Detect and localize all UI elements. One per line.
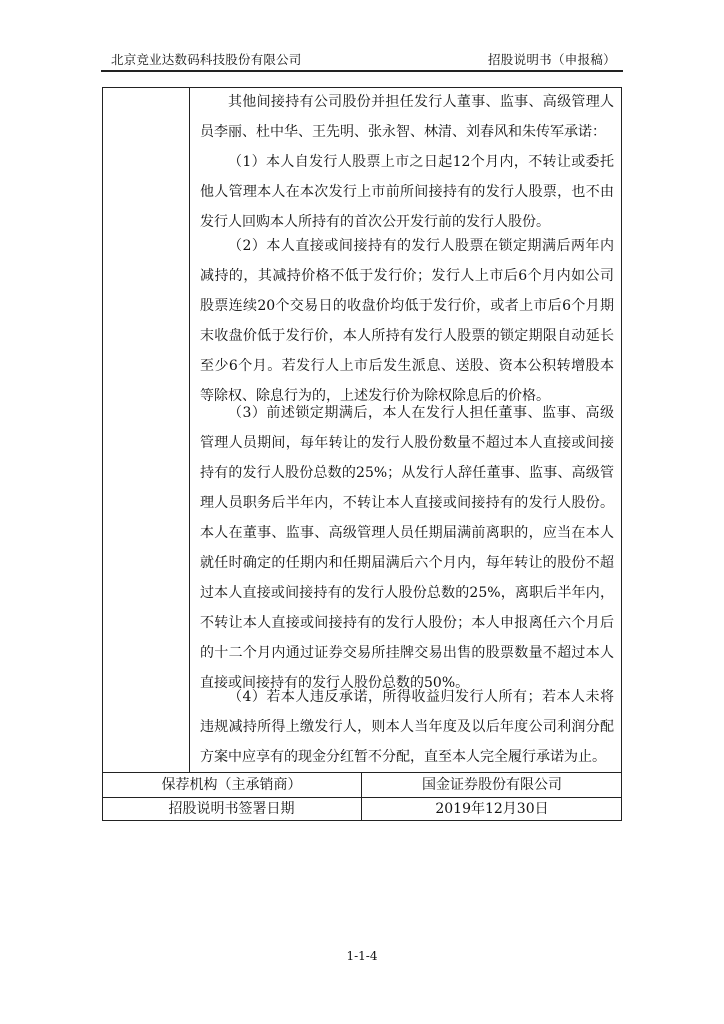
sponsor-label: 保荐机构（主承销商） bbox=[161, 777, 302, 793]
table-vertical-divider bbox=[189, 87, 190, 772]
commitment-item-2: （2）本人直接或间接持有的发行人股票在锁定期满后两年内减持的，其减持价格不低于发行价；发行人上市后6个月内如公司股票连续20个交易日的收盘价均低于发行价，或者上市后6个月期末收盘价低于发行价，本人所持有发行人股票的锁定期限自动延长至少6个月。若发行人上市后发生派息、送股、资本公积转增股本等除权、除息行为的，上述发行价为除权除息后的价格。 bbox=[200, 238, 614, 404]
commitment-item-4: （4）若本人违反承诺，所得收益归发行人所有；若本人未将违规减持所得上缴发行人，则本人当年度及以后年度公司利润分配方案中应享有的现金分红暂不分配，直至本人完全履行承诺为止。 bbox=[200, 689, 614, 765]
signing-date-label: 招股说明书签署日期 bbox=[168, 801, 295, 817]
sponsor-value: 国金证券股份有限公司 bbox=[422, 777, 562, 793]
commitment-intro: 其他间接持有公司股份并担任发行人董事、监事、高级管理人员李丽、杜中华、王先明、张永智、林清、刘春风和朱传军承诺： bbox=[200, 94, 614, 140]
header-doc-title: 招股说明书（申报稿） bbox=[487, 52, 616, 67]
commitment-item-3: （3）前述锁定期满后，本人在发行人担任董事、监事、高级管理人员期间，每年转让的发行人股份数量不超过本人直接或间接持有的发行人股份总数的25%；从发行人辞任董事、监事、高级管理人员职务后半年内，不转让本人直接或间接持有的发行人股份。本人在董事、监事、高级管理人员任期届满前离职的，应当在本人就任时确定的任期内和任期届满后六个月内，每年转让的股份不超过本人直接或间接持有的发行人股份总数的25%，离职后半年内，不转让本人直接或间接持有的发行人股份；本人申报离任六个月后的十二个月内通过证券交易所挂牌交易出售的股票数量不超过本人直接或间接持有的发行人股份总数的50%。 bbox=[200, 405, 614, 691]
signing-date-value: 2019年12月30日 bbox=[435, 801, 549, 817]
header-rule bbox=[101, 70, 623, 72]
header-company: 北京竞业达数码科技股份有限公司 bbox=[111, 52, 302, 67]
commitment-item-1: （1）本人自发行人股票上市之日起12个月内，不转让或委托他人管理本人在本次发行上市前所间接持有的发行人股票，也不由发行人回购本人所持有的首次公开发行前的发行人股份。 bbox=[200, 154, 614, 230]
page-number: 1-1-4 bbox=[346, 949, 378, 963]
